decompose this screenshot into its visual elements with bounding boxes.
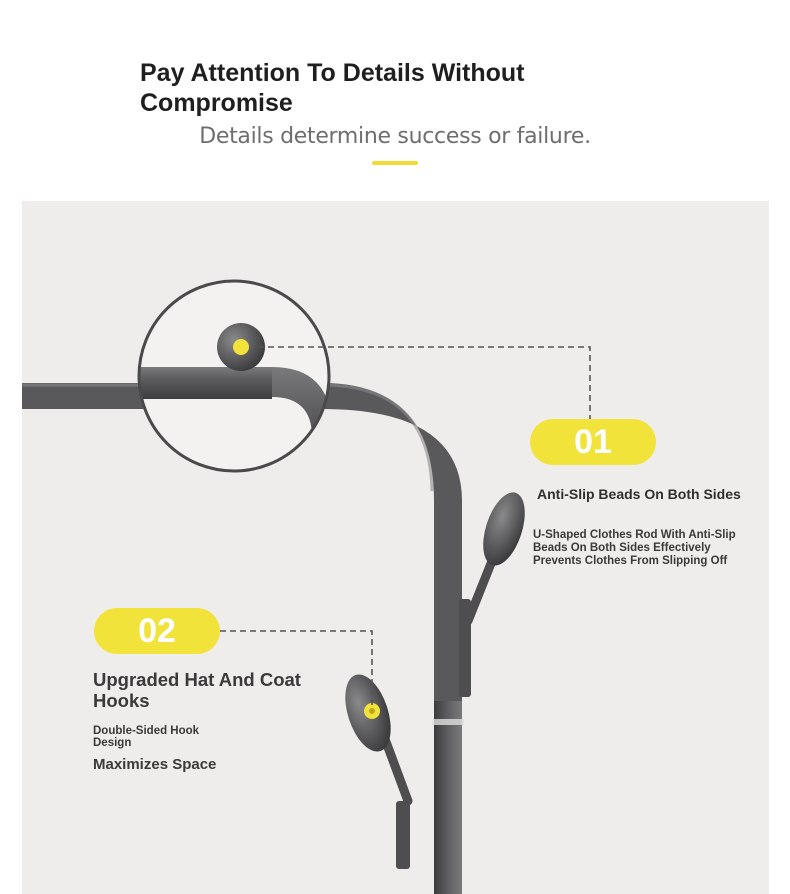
- detail-magnifier: [122, 281, 332, 491]
- feature-number-01: 01: [530, 419, 656, 465]
- feature-number-02: 02: [94, 608, 220, 654]
- feature-2-title: Upgraded Hat And Coat Hooks: [93, 669, 301, 711]
- page-title: Pay Attention To Details Without Compromise: [140, 59, 525, 117]
- feature-2-description-2: Maximizes Space: [93, 756, 217, 773]
- product-detail-panel: [22, 201, 769, 894]
- feature-1-description: U-Shaped Clothes Rod With Anti-Slip Beads On Both Sides Effectively Prevents Clothes From Slipping Off: [533, 529, 736, 567]
- feature-2-description: Double-Sided Hook Design: [93, 725, 200, 749]
- title-underline: [372, 161, 418, 165]
- page-subtitle: Details determine success or failure.: [199, 124, 591, 149]
- lower-coat-hook: [337, 669, 410, 869]
- upper-coat-hook: [459, 487, 533, 697]
- feature-1-title: Anti-Slip Beads On Both Sides: [537, 486, 741, 502]
